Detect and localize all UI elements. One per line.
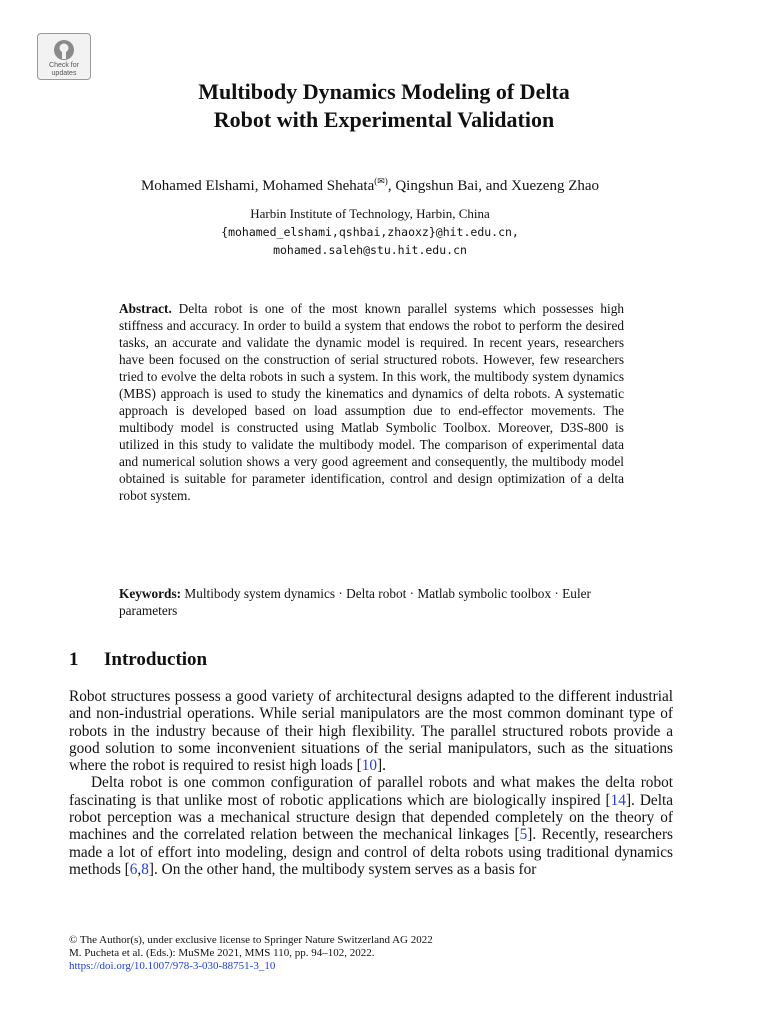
check-for-updates-badge[interactable]: [37, 33, 91, 80]
citation-link[interactable]: 6: [129, 860, 138, 878]
body-text: [69, 688, 673, 878]
copyright-line: © The Author(s), under exclusive license to Springer Nature Switzerland AG 2022: [69, 934, 433, 946]
keywords: [119, 585, 624, 619]
citation-link[interactable]: 14: [610, 791, 626, 809]
doi-link[interactable]: https://doi.org/10.1007/978-3-030-88751-3_10: [69, 960, 276, 972]
citation-line: M. Pucheta et al. (Eds.): MuSMe 2021, MMS 110, pp. 94–102, 2022.: [69, 947, 375, 959]
p2-text4: ]. On the other hand, the multibody system serves as a basis for: [148, 860, 537, 878]
paragraph-2: [69, 774, 673, 878]
p2-text2: ]. Delta robot perception was a mechanical structure design that depended completely on the theory of machines and the correlated relation between the mechanical linkages [: [69, 791, 673, 844]
badge-line2: updates: [51, 70, 77, 77]
crossmark-icon: [52, 38, 76, 62]
affiliation: [0, 205, 740, 259]
authors-before: Mohamed Elshami, Mohamed Shehata: [140, 178, 375, 194]
p2-sep: ,: [137, 860, 142, 878]
section-title: Introduction: [104, 649, 208, 670]
email-line2: mohamed.saleh@stu.hit.edu.cn: [273, 243, 467, 257]
badge-line1: Check for: [49, 62, 79, 69]
email-line1: {mohamed_elshami,qshbai,zhaoxz}@hit.edu.cn,: [221, 225, 519, 239]
corresponding-author-mark[interactable]: (✉): [374, 176, 388, 186]
paper-title: [0, 78, 768, 134]
title-line1: Multibody Dynamics Modeling of Delta: [198, 79, 570, 104]
institution: Harbin Institute of Technology, Harbin, China: [250, 206, 490, 221]
abstract-text: Delta robot is one of the most known parallel systems which possesses high stiffness and accuracy. In order to build a system that endows the robot to perform the desired tasks, an accurate and validate the dynamic model is required. In recent years, researchers have been focused on the construction of serial structured robots. However, few researchers tried to evolve the delta robots in such a system. In this work, the multibody system dynamics (MBS) approach is used to study the kinematics and dynamics of delta robots. A systematic approach is developed based on load assumption due to end-effector movements. The multibody model is constructed using Matlab Symbolic Toolbox. Moreover, D3S-800 is utilized in this study to validate the multibody model. The comparison of experimental data and numerical solution shows a very good agreement and consequently, the multibody model obtained is suitable for parameter identification, control and design optimization of a delta robot system.: [119, 301, 624, 503]
paragraph-1: [69, 688, 673, 774]
citation-link[interactable]: 8: [141, 860, 149, 878]
citation-link[interactable]: 10: [361, 757, 377, 775]
citation-link[interactable]: 5: [519, 826, 528, 844]
keywords-text: Multibody system dynamics · Delta robot · Matlab symbolic toolbox · Euler parameters: [119, 586, 591, 618]
abstract-label: Abstract.: [119, 301, 172, 316]
p1-text1: Robot structures possess a good variety of architectural designs adapted to the different industrial and non-industrial operations. While serial manipulators are the most common dominant type of robots in the industry because of their high flexibility. The parallel structured robots provide a good solution to some inconvenient situations of the serial manipulators, such as the situations where the robot is required to resist high loads [: [69, 688, 673, 775]
footnote: [69, 934, 689, 973]
authors-after: , Qingshun Bai, and Xuezeng Zhao: [387, 178, 600, 194]
p2-text1: Delta robot is one common configuration of parallel robots and what makes the delta robot fascinating is that unlike most of robotic applications which are biologically inspired [: [69, 774, 673, 809]
p1-text2: ].: [377, 757, 386, 775]
abstract: [119, 300, 624, 504]
keywords-label: Keywords:: [119, 586, 182, 601]
section-number: 1: [69, 649, 79, 670]
title-line2: Robot with Experimental Validation: [213, 107, 555, 132]
author-list: [0, 171, 740, 196]
p2-text3: ]. Recently, researchers made a lot of effort into modeling, design and control of delta robots using traditional dynamics methods [: [69, 826, 673, 878]
section-heading: [69, 648, 207, 672]
